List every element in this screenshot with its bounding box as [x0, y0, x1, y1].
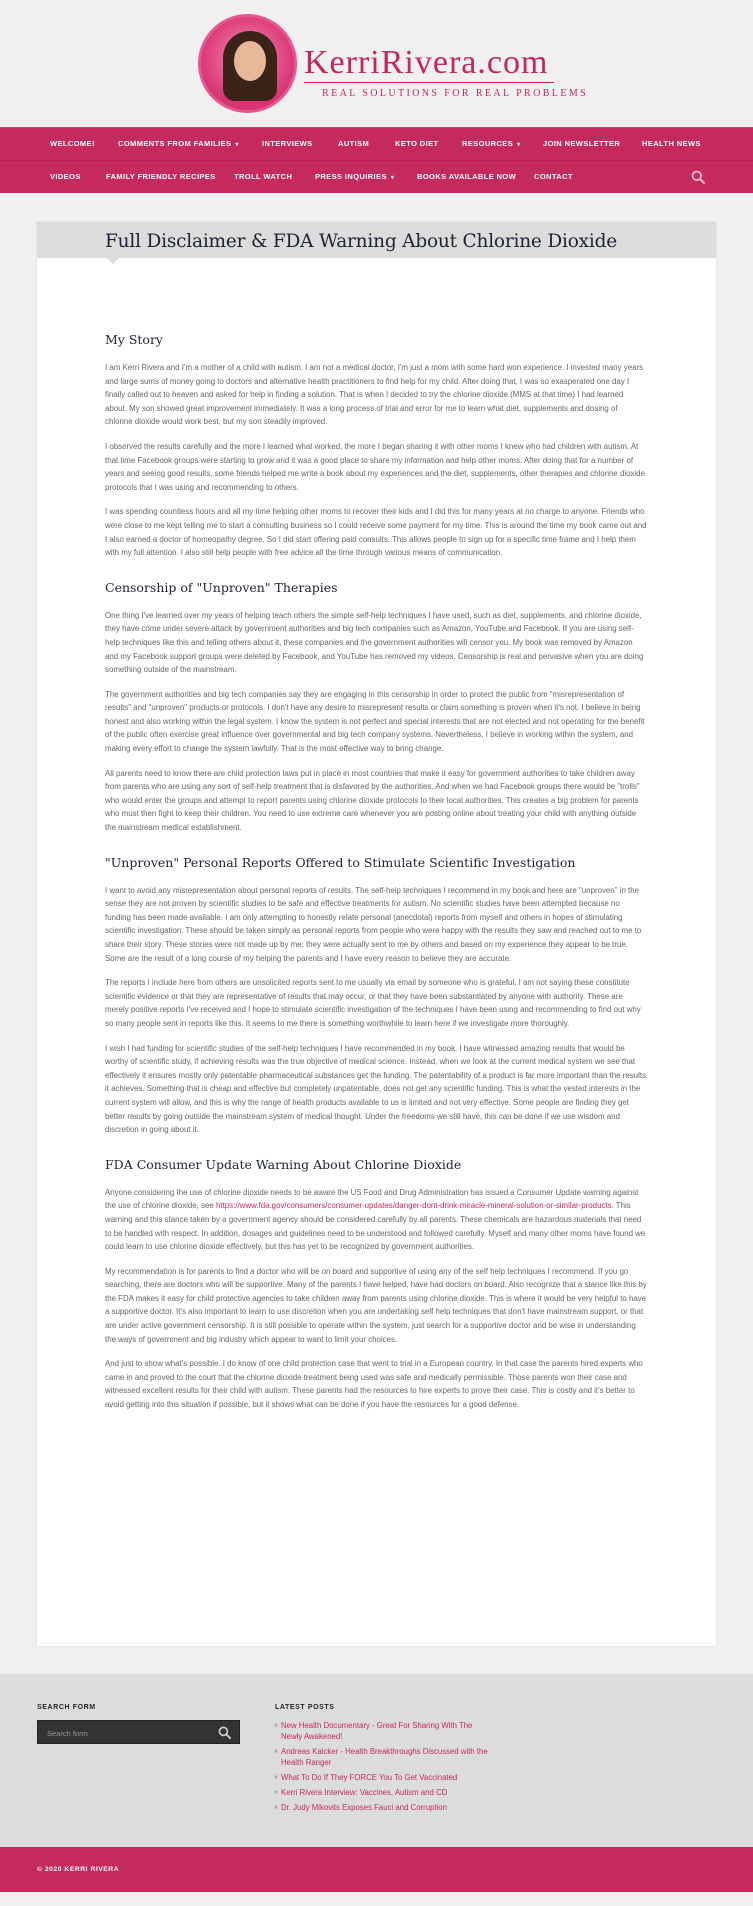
paragraph: I was spending countless hours and all my time helping other moms to recover their kids and I did this for many years at no charge to anyone. Friends who were close to me kept telling me to start a consulting business so I could receive some payment for my time. This is around the time my book came out and I also earned a doctor of homeopathy degree. So I did start offering paid consults. This allows people to sign up for a specific time frame and I help them with my full attention. I also still help people with free advice all the time through various means of communication. — [105, 507, 647, 558]
latest-post-link[interactable]: » What To Do If They FORCE You To Get Vaccinated — [275, 1772, 495, 1783]
footer-search — [37, 1720, 240, 1744]
page-end — [0, 1892, 753, 1906]
nav-item-videos[interactable]: VIDEOS — [50, 172, 81, 181]
latest-post-link[interactable]: » New Health Documentary - Great For Sharing With The Newly Awakened! — [275, 1720, 495, 1742]
paragraph: The reports I include here from others are unsolicited reports sent to me usually via email by someone who is grateful. I am not saying these constitute scientific evidence or that they are representative of results that may occur, or that they have been substantiated by anyone with authority. These are merely positive reports I've received and I hope to stimulate scientific investigation of the techniques I have been using and recommending to find out why so many people sent in reports like this. It seems to me there is something worthwhile to learn here if we investigate more thoroughly. — [105, 978, 641, 1028]
fda-link[interactable]: https://www.fda.gov/consumers/consumer-updates/danger-dont-drink-miracle-mineral-solution-or-similar-products — [215, 1201, 612, 1211]
latest-post-link[interactable]: » Andreas Kalcker - Health Breakthroughs Discussed with the Health Ranger — [275, 1746, 495, 1768]
nav-item-troll-watch[interactable]: TROLL WATCH — [234, 172, 293, 181]
nav-item-autism[interactable]: AUTISM — [338, 139, 370, 148]
latest-posts-title: LATEST POSTS — [275, 1704, 335, 1711]
search-input[interactable] — [47, 1727, 207, 1739]
paragraph: One thing I've learned over my years of helping teach others the simple self-help techniques I have used, such as diet, supplements, and chlorine dioxide, they have come under severe attack by government authorities and big tech companies such as Amazon, YouTube and Facebook. If you are using self-help techniques like this and telling others about it, these companies and the government authorities will censor you. My book was removed by Amazon and my Facebook support groups were deleted by Facebook, and YouTube has removed my videos. Censorship is real and pervasive when you are doing something outside of the mainstream. — [105, 610, 644, 675]
paragraph-text: . This warning and this stance taken by a government agency should be considered carefully by all parents. These chemicals are hazardous materials that need to be handled with respect. In addition, dosages and guidelines need to be understood and followed carefully. Myself and many other moms have found we could learn to use chlorine dioxide effectively, but this has yet to be recognized by government authorities. — [105, 1201, 646, 1252]
chevron-down-icon: ▾ — [235, 142, 239, 148]
nav-item-welcome[interactable]: WELCOME! — [50, 139, 95, 148]
nav-item-join-newsletter[interactable]: JOIN NEWSLETTER — [543, 139, 621, 148]
paragraph: My recommendation is for parents to find a doctor who will be on board and supportive of using any of the self help techniques I recommend. If you go searching, there are doctors who will be supportive. Many of the parents I have helped, have had doctors on board. Also recognize that a stance like this by the FDA makes it easy for child protective agencies to take children away from parents using chlorine dioxide. This is where it would be very helpful to have a supportive doctor. It's also important to learn to use discretion when you are undertaking self help techniques that don't have mainstream support, or that are under active government censorship. It is still possible to operate within the system, just search for a supportive doctor and be wise in understanding the ways of government and big industry which appear to want to limit your choices. — [105, 1266, 647, 1344]
logo-underline — [304, 82, 554, 83]
logo-portrait — [198, 14, 297, 113]
site-logo[interactable] — [198, 14, 589, 114]
section-heading: FDA Consumer Update Warning About Chlorine Dioxide — [105, 1156, 462, 1172]
section-heading: Censorship of "Unproven" Therapies — [105, 579, 338, 595]
latest-posts-list — [275, 1720, 495, 1817]
page-title: Full Disclaimer & FDA Warning About Chlorine Dioxide — [105, 231, 617, 252]
nav-item-resources[interactable]: RESOURCES ▾ — [462, 139, 521, 148]
nav-item-family-friendly-recipes[interactable]: FAMILY FRIENDLY RECIPES — [106, 172, 216, 181]
search-icon[interactable] — [218, 1726, 231, 1739]
chevron-down-icon: ▾ — [390, 175, 395, 181]
latest-post-link[interactable]: » Dr. Judy Mikovits Exposes Fauci and Corruption — [275, 1802, 495, 1813]
section-heading: "Unproven" Personal Reports Offered to Stimulate Scientific Investigation — [105, 854, 576, 870]
paragraph: I observed the results carefully and the more I learned what worked, the more I began sharing it with other moms I knew who had children with autism. At that time Facebook groups were starting to grow and it was a good place to share my information and help other moms. After doing that for a number of years and seeing good results, some friends helped me write a book about my experiences and the diet, supplements, other therapies and chlorine dioxide protocols that I was using and recommending to others. — [105, 441, 645, 492]
paragraph: And just to show what's possible. I do know of one child protection case that went to trial in a European country. In that case the parents hired experts who came in and proved to the court that the chlorine dioxide treatment being used was safe and medically permissible. Those parents won their case and witnessed excellent results for their child with autism. These parents had the resources to hire experts to prove their case. This is costly and it's better to avoid getting into this situation if possible, but it shows what can be done if you have the resources for a good defense. — [105, 1359, 643, 1410]
title-bar — [37, 222, 716, 258]
section-censorship — [105, 580, 647, 835]
nav-item-health-news[interactable]: HEALTH NEWS — [642, 139, 701, 148]
section-heading: My Story — [105, 332, 163, 347]
article-card — [37, 222, 716, 1646]
section-fda-warning — [105, 1157, 647, 1412]
section-unproven-reports — [105, 855, 647, 1137]
copyright-bar — [0, 1847, 753, 1892]
logo-text: KerriRivera.com — [304, 44, 549, 81]
nav-row-2 — [0, 161, 753, 194]
search-icon[interactable] — [691, 170, 705, 184]
site-header — [0, 0, 753, 127]
nav-item-press-inquiries[interactable]: PRESS INQUIRIES ▾ — [315, 172, 395, 181]
paragraph: I want to avoid any misrepresentation about personal reports of results. The self-help techniques I recommend in my book and here are "unproven" in the sense they are not proven by scientific studies to be safe and effective treatments for autism. No scientific studies have been attempted because no funding has been made available. I am only attempting to honestly relate personal (anecdotal) reports from myself and others in hopes of stimulating scientific investigation. These should be taken simply as personal reports from people who were happy with the results they saw and reached out to me to share their story. These stories were not made up by me; they were actually sent to me by others and based on my experience they appear to be true. Some are the result of a long course of my helping the parents and I have every reason to believe they are accurate. — [105, 885, 642, 963]
title-notch — [107, 258, 119, 264]
nav-item-interviews[interactable]: INTERVIEWS — [262, 139, 313, 148]
chevron-down-icon: ▾ — [517, 142, 521, 148]
logo-tagline: REAL SOLUTIONS FOR REAL PROBLEMS — [322, 88, 589, 99]
paragraph: I am Kerri Rivera and I'm a mother of a child with autism. I am not a medical doctor, I'm just a mom with some hard won experience. I invested many years and large sums of money going to doctors and alternative health practitioners to find help for my child. After doing that, I was so exasperated one day I finally called out to heaven and asked for help in finding a solution. That is when I decided to try the chlorine dioxide (MMS at that time) I had learned about. My son showed great improvement immediately. It was a long process of trial and error for me to learn what diet, supplements and dosing of chlorine dioxide would work best, but my son steadily improved. — [105, 363, 644, 427]
copyright-text: © 2020 KERRI RIVERA — [37, 1866, 120, 1873]
section-my-story — [105, 332, 647, 560]
paragraph: The government authorities and big tech companies say they are engaging in this censorship in order to protect the public from "misrepresentation of results" and "unproven" products or protocols. I don't have any desire to misrepresent results or claim something is proven when it's not. I believe in being honest and also working within the legal system. I know the system is not perfect and special interests that are not elected and not operating for the benefit of the public often exercise great influence over governmental and big tech company systems. Nevertheless, I believe in working within the system, and making every effort to change the system lawfully. That is the most effective way to bring change. — [105, 689, 645, 754]
article-content — [105, 332, 647, 1432]
nav-item-books-available-now[interactable]: BOOKS AVAILABLE NOW — [417, 172, 517, 181]
paragraph: I wish I had funding for scientific studies of the self-help techniques I have recommended in my book. I have witnessed amazing results that would be worthy of scientific study, if achieving results was the true objective of medical science. Instead, when we look at the current medical system we see that effectively it ensures mostly only patentable pharmaceutical substances get the funding. The patentability of a product is far more important than the results it achieves. Something that is cheap and effective but completely unpatentable, does not get any scientific funding. This is what the vested interests in the current system will allow, and this is why the range of health products available to us is limited and not very effective. Some people are finding they get better results by going outside the mainstream system of medical thought. Under the freedoms we still have, this can be done if we use wisdom and discretion in going about it. — [105, 1043, 646, 1135]
nav-item-keto-diet[interactable]: KETO DIET — [395, 139, 439, 148]
paragraph-text: Anyone considering the use of chlorine dioxide needs to be aware the US Food and Drug Administration has issued a Consumer Update warning against the use of chlorine dioxide, see — [105, 1187, 639, 1211]
search-form-title: SEARCH FORM — [37, 1704, 96, 1711]
main-nav — [0, 127, 753, 193]
nav-row-1 — [0, 128, 753, 161]
nav-item-contact[interactable]: CONTACT — [534, 172, 573, 181]
paragraph — [105, 1186, 647, 1254]
paragraph: All parents need to know there are child protection laws put in place in most countries that make it easy for government authorities to take children away from parents who are using any sort of self-help treatment that is disfavored by the authorities. And when we had Facebook groups there would be "trolls" who would enter the groups and attempt to report parents using chlorine dioxide protocols to their local authorities. This creates a big problem for parents who must then fight to keep their children. You need to use extreme care whenever you are posting online about treating your child with anything outside the mainstream medical establishment. — [105, 768, 640, 833]
nav-item-comments-from-families[interactable]: COMMENTS FROM FAMILIES ▾ — [118, 139, 239, 148]
latest-post-link[interactable]: » Kerri Rivera Interview: Vaccines, Autism and CD — [275, 1787, 495, 1798]
site-footer — [0, 1674, 753, 1847]
